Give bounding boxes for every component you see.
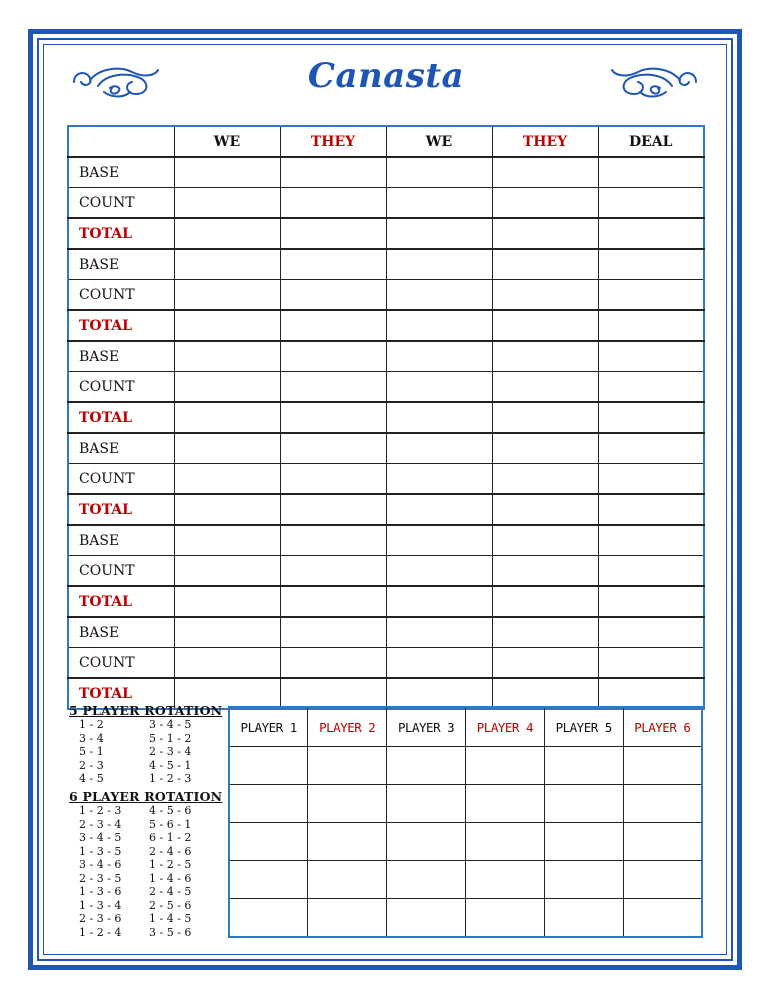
score-cell[interactable] <box>386 678 492 709</box>
score-cell[interactable] <box>280 402 386 433</box>
player-row <box>229 747 702 785</box>
score-row-label: COUNT <box>68 188 174 219</box>
score-cell[interactable] <box>386 617 492 648</box>
score-cell[interactable] <box>492 249 598 280</box>
rotation-6-grid <box>69 804 222 939</box>
player-cell[interactable] <box>465 861 544 899</box>
score-cell[interactable] <box>174 341 280 372</box>
rotation-entry: 1 - 2 - 3 <box>79 804 122 817</box>
score-cell[interactable] <box>598 678 704 709</box>
score-row <box>68 525 704 556</box>
score-cell[interactable] <box>492 494 598 525</box>
score-cell[interactable] <box>386 556 492 587</box>
player-cell[interactable] <box>465 899 544 938</box>
score-row-label: BASE <box>68 617 174 648</box>
score-row <box>68 310 704 341</box>
score-cell[interactable] <box>598 464 704 495</box>
rotation-entry: 2 - 3 <box>79 758 104 772</box>
rotation-entry: 3 - 5 - 6 <box>149 925 192 939</box>
score-cell[interactable] <box>386 249 492 280</box>
score-cell[interactable] <box>386 341 492 372</box>
rotation-entry: 1 - 3 - 4 <box>79 898 122 912</box>
score-cell[interactable] <box>174 433 280 464</box>
score-cell[interactable] <box>492 617 598 648</box>
player-cell[interactable] <box>623 861 702 899</box>
rotation-5-grid <box>69 718 222 786</box>
player-cell[interactable] <box>387 785 466 823</box>
score-cell[interactable] <box>492 157 598 188</box>
player-row <box>229 899 702 938</box>
score-cell[interactable] <box>386 525 492 556</box>
player-cell[interactable] <box>544 823 623 861</box>
rotation-entry: 2 - 4 - 6 <box>149 844 192 858</box>
score-cell[interactable] <box>598 372 704 403</box>
score-row <box>68 188 704 219</box>
score-cell[interactable] <box>598 249 704 280</box>
score-cell[interactable] <box>598 648 704 679</box>
score-cell[interactable] <box>280 648 386 679</box>
score-cell[interactable] <box>280 617 386 648</box>
score-cell[interactable] <box>598 218 704 249</box>
score-header-we: WE <box>174 126 280 157</box>
rotation-entry: 4 - 5 - 6 <box>149 804 192 817</box>
rotation-entry: 2 - 3 - 6 <box>79 912 122 925</box>
rotation-entry: 2 - 4 - 5 <box>149 885 192 898</box>
score-cell[interactable] <box>174 617 280 648</box>
player-row <box>229 785 702 823</box>
player-cell[interactable] <box>229 785 308 823</box>
score-cell[interactable] <box>174 494 280 525</box>
score-row-label: COUNT <box>68 280 174 311</box>
player-cell[interactable] <box>465 785 544 823</box>
score-row-label: BASE <box>68 341 174 372</box>
score-cell[interactable] <box>598 341 704 372</box>
score-cell[interactable] <box>598 280 704 311</box>
score-row-label: TOTAL <box>68 310 174 341</box>
player-header: PLAYER 5 <box>544 707 623 747</box>
rotation-6-player <box>69 789 222 939</box>
player-header-row <box>229 707 702 747</box>
score-row-label: BASE <box>68 249 174 280</box>
score-cell[interactable] <box>492 525 598 556</box>
rotation-entry: 6 - 1 - 2 <box>149 831 192 844</box>
player-cell[interactable] <box>308 861 387 899</box>
score-row <box>68 372 704 403</box>
player-header: PLAYER 2 <box>308 707 387 747</box>
score-header-blank <box>68 126 174 157</box>
score-cell[interactable] <box>174 464 280 495</box>
score-cell[interactable] <box>174 310 280 341</box>
score-cell[interactable] <box>386 433 492 464</box>
score-header-they: THEY <box>280 126 386 157</box>
rotation-entry: 2 - 5 - 6 <box>149 898 192 912</box>
score-cell[interactable] <box>174 525 280 556</box>
rotation-entry: 3 - 4 - 5 <box>79 831 122 844</box>
score-cell[interactable] <box>492 372 598 403</box>
score-cell[interactable] <box>598 402 704 433</box>
rotation-5-title: 5 PLAYER ROTATION <box>69 703 223 718</box>
score-cell[interactable] <box>386 586 492 617</box>
page-title: Canasta <box>307 56 465 96</box>
player-cell[interactable] <box>387 823 466 861</box>
player-cell[interactable] <box>308 899 387 938</box>
score-cell[interactable] <box>174 280 280 311</box>
score-cell[interactable] <box>174 648 280 679</box>
score-row <box>68 648 704 679</box>
score-cell[interactable] <box>386 372 492 403</box>
score-cell[interactable] <box>598 188 704 219</box>
score-cell[interactable] <box>280 464 386 495</box>
score-cell[interactable] <box>174 188 280 219</box>
player-score-table <box>228 706 703 938</box>
player-cell[interactable] <box>544 785 623 823</box>
score-row <box>68 556 704 587</box>
player-cell[interactable] <box>544 861 623 899</box>
score-cell[interactable] <box>492 402 598 433</box>
score-cell[interactable] <box>280 218 386 249</box>
player-cell[interactable] <box>623 747 702 785</box>
score-header-row <box>68 126 704 157</box>
score-row <box>68 494 704 525</box>
score-row <box>68 157 704 188</box>
score-cell[interactable] <box>174 586 280 617</box>
score-row-label: COUNT <box>68 556 174 587</box>
score-cell[interactable] <box>598 310 704 341</box>
score-cell[interactable] <box>598 525 704 556</box>
score-cell[interactable] <box>492 433 598 464</box>
player-row <box>229 823 702 861</box>
player-cell[interactable] <box>387 747 466 785</box>
score-row-label: TOTAL <box>68 402 174 433</box>
score-row <box>68 617 704 648</box>
score-cell[interactable] <box>280 494 386 525</box>
score-header-we: WE <box>386 126 492 157</box>
score-cell[interactable] <box>598 556 704 587</box>
score-row-label: TOTAL <box>68 678 174 709</box>
score-row-label: BASE <box>68 525 174 556</box>
rotation-entry: 2 - 3 - 5 <box>79 871 122 885</box>
rotation-entry: 1 - 2 - 5 <box>149 858 192 871</box>
player-cell[interactable] <box>465 747 544 785</box>
score-row-label: BASE <box>68 157 174 188</box>
score-cell[interactable] <box>386 280 492 311</box>
rotation-entry: 3 - 4 - 5 <box>149 718 192 731</box>
score-cell[interactable] <box>280 280 386 311</box>
score-row-label: TOTAL <box>68 218 174 249</box>
player-cell[interactable] <box>544 899 623 938</box>
player-cell[interactable] <box>229 861 308 899</box>
player-header: PLAYER 3 <box>387 707 466 747</box>
rotation-entry: 1 - 3 - 6 <box>79 885 122 898</box>
score-cell[interactable] <box>280 433 386 464</box>
score-row-label: COUNT <box>68 648 174 679</box>
score-cell[interactable] <box>280 310 386 341</box>
score-cell[interactable] <box>280 341 386 372</box>
rotation-entry: 3 - 4 <box>79 731 104 745</box>
player-header: PLAYER 6 <box>623 707 702 747</box>
player-cell[interactable] <box>544 747 623 785</box>
score-cell[interactable] <box>386 494 492 525</box>
rotation-entry: 1 - 2 - 3 <box>149 772 192 785</box>
player-cell[interactable] <box>308 823 387 861</box>
rotation-entry: 1 - 2 - 4 <box>79 925 122 939</box>
score-cell[interactable] <box>598 617 704 648</box>
score-row-label: TOTAL <box>68 586 174 617</box>
score-cell[interactable] <box>280 586 386 617</box>
score-cell[interactable] <box>492 310 598 341</box>
score-cell[interactable] <box>492 648 598 679</box>
score-cell[interactable] <box>492 556 598 587</box>
score-cell[interactable] <box>280 249 386 280</box>
player-header: PLAYER 1 <box>229 707 308 747</box>
score-cell[interactable] <box>280 157 386 188</box>
score-cell[interactable] <box>386 648 492 679</box>
player-header: PLAYER 4 <box>465 707 544 747</box>
rotation-entry: 3 - 4 - 6 <box>79 858 122 871</box>
player-cell[interactable] <box>623 823 702 861</box>
score-cell[interactable] <box>280 188 386 219</box>
score-cell[interactable] <box>386 402 492 433</box>
rotation-entry: 2 - 3 - 4 <box>149 745 192 758</box>
flourish-left-icon <box>70 62 162 104</box>
score-row-label: COUNT <box>68 464 174 495</box>
score-cell[interactable] <box>386 157 492 188</box>
score-row <box>68 218 704 249</box>
score-row <box>68 464 704 495</box>
score-cell[interactable] <box>492 280 598 311</box>
score-cell[interactable] <box>598 157 704 188</box>
player-cell[interactable] <box>229 899 308 938</box>
score-cell[interactable] <box>492 586 598 617</box>
score-row <box>68 249 704 280</box>
rotation-entry: 5 - 1 - 2 <box>149 731 192 745</box>
score-row-label: COUNT <box>68 372 174 403</box>
score-row-label: TOTAL <box>68 494 174 525</box>
score-row-label: BASE <box>68 433 174 464</box>
player-cell[interactable] <box>308 747 387 785</box>
player-cell[interactable] <box>465 823 544 861</box>
score-cell[interactable] <box>386 218 492 249</box>
player-cell[interactable] <box>623 899 702 938</box>
score-row <box>68 433 704 464</box>
rotation-entry: 5 - 6 - 1 <box>149 817 192 831</box>
score-cell[interactable] <box>280 556 386 587</box>
score-cell[interactable] <box>174 218 280 249</box>
score-cell[interactable] <box>386 464 492 495</box>
score-cell[interactable] <box>280 525 386 556</box>
score-cell[interactable] <box>174 556 280 587</box>
score-cell[interactable] <box>598 433 704 464</box>
score-table <box>67 125 705 710</box>
rotation-5-player <box>69 703 222 786</box>
score-cell[interactable] <box>386 310 492 341</box>
rotation-6-title: 6 PLAYER ROTATION <box>69 789 223 804</box>
score-header-deal: DEAL <box>598 126 704 157</box>
score-cell[interactable] <box>174 402 280 433</box>
rotation-entry: 2 - 3 - 4 <box>79 817 122 831</box>
score-cell[interactable] <box>280 678 386 709</box>
score-cell[interactable] <box>492 218 598 249</box>
player-cell[interactable] <box>387 899 466 938</box>
rotation-entry: 4 - 5 <box>79 772 104 785</box>
score-cell[interactable] <box>174 157 280 188</box>
player-cell[interactable] <box>308 785 387 823</box>
player-cell[interactable] <box>387 861 466 899</box>
rotation-entry: 1 - 3 - 5 <box>79 844 122 858</box>
score-cell[interactable] <box>280 372 386 403</box>
rotation-entry: 1 - 4 - 6 <box>149 871 192 885</box>
player-cell[interactable] <box>229 747 308 785</box>
score-cell[interactable] <box>492 464 598 495</box>
score-header-they: THEY <box>492 126 598 157</box>
player-row <box>229 861 702 899</box>
rotation-entry: 1 - 4 - 5 <box>149 912 192 925</box>
score-cell[interactable] <box>174 249 280 280</box>
rotation-entry: 5 - 1 <box>79 745 104 758</box>
score-cell[interactable] <box>492 678 598 709</box>
player-cell[interactable] <box>229 823 308 861</box>
score-cell[interactable] <box>174 372 280 403</box>
rotation-entry: 1 - 2 <box>79 718 104 731</box>
score-row <box>68 402 704 433</box>
score-cell[interactable] <box>492 188 598 219</box>
score-cell[interactable] <box>492 341 598 372</box>
score-row <box>68 586 704 617</box>
flourish-right-icon <box>608 62 700 104</box>
score-cell[interactable] <box>598 494 704 525</box>
score-row <box>68 341 704 372</box>
score-cell[interactable] <box>598 586 704 617</box>
score-cell[interactable] <box>386 188 492 219</box>
rotation-entry: 4 - 5 - 1 <box>149 758 192 772</box>
score-row <box>68 280 704 311</box>
player-cell[interactable] <box>623 785 702 823</box>
